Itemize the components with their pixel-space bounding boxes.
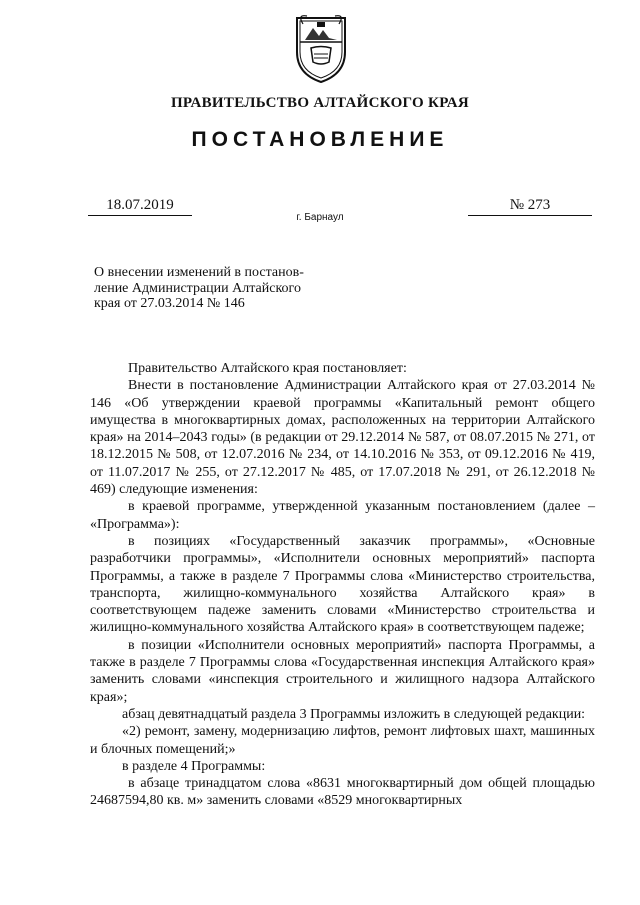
body-paragraph: в позиции «Исполнители основных мероприятий» паспорта Программы, а также в разделе 7 Программы слова «Государственная инспекция Алтайского края» заменить словами «инспекция строительного и жилищного надзора Алтайского края»; bbox=[90, 637, 595, 705]
body-paragraph: в разделе 4 Программы: bbox=[122, 758, 266, 774]
body-paragraph: «2) ремонт, замену, модернизацию лифтов, ремонт лифтовых шахт, машинных и блочных помещений;» bbox=[90, 724, 595, 757]
body-paragraph: в абзаце тринадцатом слова «8631 многоквартирный дом общей площадью 24687594,80 кв. м» заменить словами «8529 многоквартирных bbox=[90, 776, 595, 809]
subject-line: О внесении изменений в постанов- bbox=[94, 265, 304, 280]
subject-line: края от 27.03.2014 № 146 bbox=[94, 296, 245, 311]
city-name: г. Барнаул bbox=[296, 212, 344, 223]
coat-of-arms-icon bbox=[291, 12, 351, 84]
document-subject bbox=[94, 265, 342, 312]
body-paragraph: в краевой программе, утвержденной указанным постановлением (далее – «Программа»): bbox=[90, 499, 595, 532]
body-paragraph: Правительство Алтайского края постановляет: bbox=[128, 361, 407, 376]
body-paragraph: в позициях «Государственный заказчик программы», «Основные разработчики программы», «Исполнители основных мероприятий» паспорта Программы, а также в разделе 7 Программы слова «Министерство строительства, транспорта, жилищно-коммунального хозяйства Алтайского края» в соответствующем падеже заменить словами «Министерство строительства и жилищно-коммунального хозяйства Алтайского края» в соответствующем падеже; bbox=[90, 533, 595, 636]
organization-name: ПРАВИТЕЛЬСТВО АЛТАЙСКОГО КРАЯ bbox=[170, 95, 470, 111]
document-date: 18.07.2019 bbox=[88, 197, 192, 216]
subject-line: ление Администрации Алтайского bbox=[94, 280, 301, 296]
document-body bbox=[90, 360, 595, 810]
body-paragraph: абзац девятнадцатый раздела 3 Программы изложить в следующей редакции: bbox=[122, 706, 586, 722]
document-type: ПОСТАНОВЛЕНИЕ bbox=[191, 128, 449, 151]
body-paragraph: Внести в постановление Администрации Алтайского края от 27.03.2014 № 146 «Об утверждении краевой программы «Капитальный ремонт общего имущества в многоквартирных домах, расположенных на территории Алтайского края» на 2014–2043 годы» (в редакции от 29.12.2014 № 587, от 08.07.2015 № 271, от 18.12.2015 № 508, от 12.07.2016 № 234, от 14.10.2016 № 353, от 09.12.2016 № 419, от 11.07.2017 № 255, от 27.12.2017 № 485, от 17.07.2018 № 291, от 26.12.2018 № 469) следующие изменения: bbox=[90, 378, 595, 498]
document-number: № 273 bbox=[468, 197, 592, 216]
